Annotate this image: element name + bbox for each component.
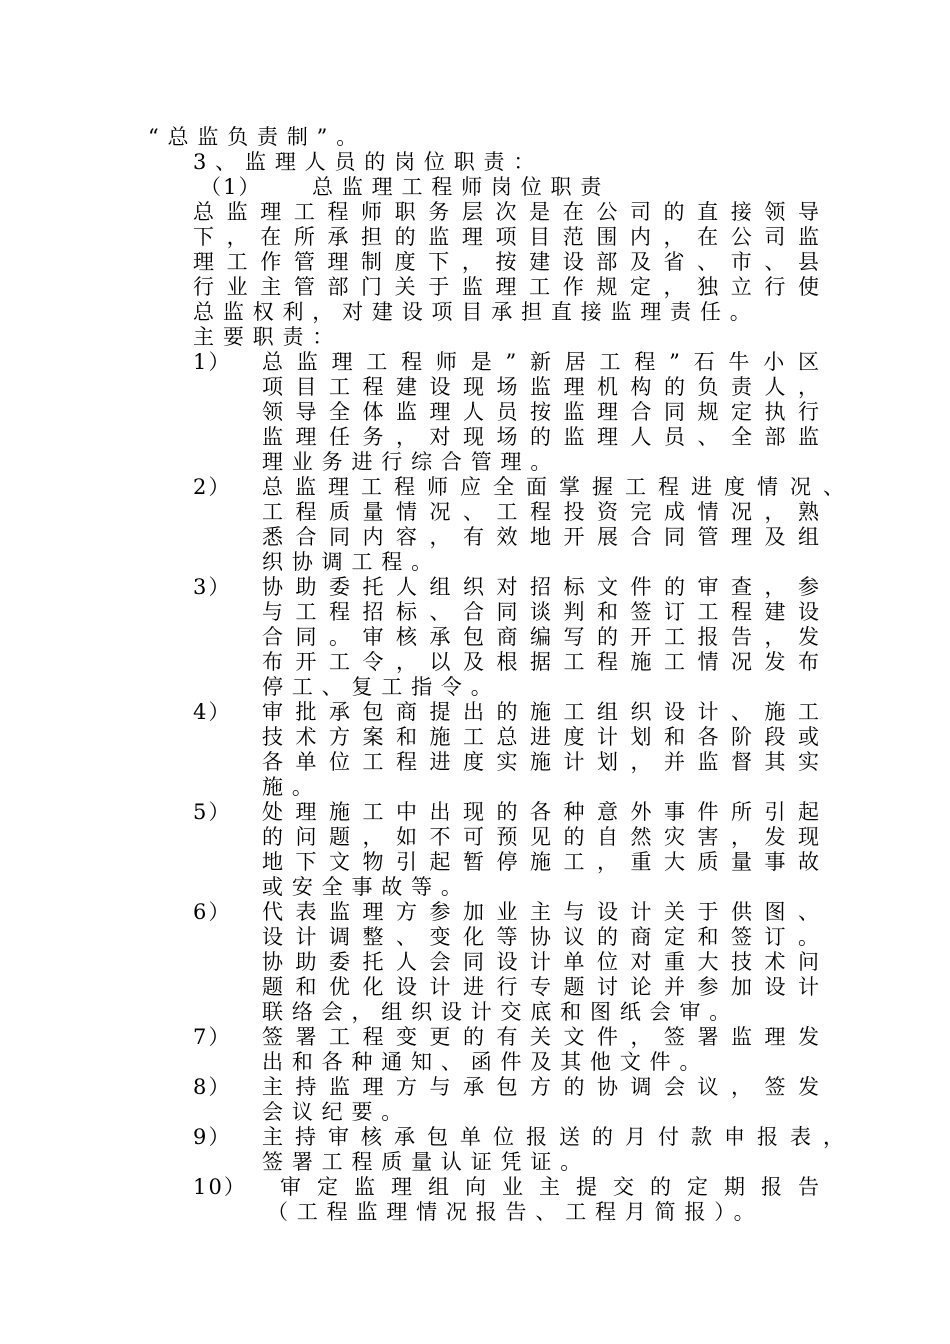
duty-number: 3） <box>193 575 232 599</box>
duty-line: 监理任务，对现场的监理人员、全部监 <box>262 425 819 449</box>
duty-number: 2） <box>193 475 232 499</box>
paragraph-line: 行业主管部门关于监理工作规定，独立行使 <box>193 275 819 299</box>
duty-line: 领导全体监理人员按监理合同规定执行 <box>262 400 819 424</box>
duty-line: 合同。审核承包商编写的开工报告，发 <box>262 625 819 649</box>
duty-line: 处理施工中出现的各种意外事件所引起 <box>262 800 819 824</box>
duty-line: 理业务进行综合管理。 <box>262 450 561 474</box>
duty-line: 签署工程质量认证凭证。 <box>262 1150 591 1174</box>
duty-line: 协助委托人会同设计单位对重大技术问 <box>262 950 819 974</box>
duty-line: 项目工程建设现场监理机构的负责人， <box>262 375 819 399</box>
duty-number: 9） <box>193 1125 232 1149</box>
duty-line: 联络会，组织设计交底和图纸会审。 <box>262 1000 740 1024</box>
paragraph-line: 理工作管理制度下，按建设部及省、市、县 <box>193 250 819 274</box>
duty-line: 织协调工程。 <box>262 550 441 574</box>
duties-heading: 主要职责： <box>193 325 343 349</box>
duty-line: 与工程招标、合同谈判和签订工程建设 <box>262 600 819 624</box>
intro-line: “总监负责制”。 <box>148 125 367 149</box>
duty-line: 签署工程变更的有关文件，签署监理发 <box>262 1025 819 1049</box>
duty-line: 施。 <box>262 775 322 799</box>
subsection-number: （1） <box>200 175 262 199</box>
paragraph-line: 总监理工程师职务层次是在公司的直接领导 <box>193 200 819 224</box>
duty-line: 代表监理方参加业主与设计关于供图、 <box>262 900 819 924</box>
duty-line: 审定监理组向业主提交的定期报告 <box>280 1175 819 1199</box>
duty-line: （工程监理情况报告、工程月简报）。 <box>267 1200 764 1224</box>
subsection-title: 总监理工程师岗位职责 <box>312 175 611 199</box>
duty-number: 10） <box>193 1175 248 1199</box>
duty-line: 总监理工程师应全面掌握工程进度情况、 <box>262 475 844 499</box>
section-heading: 3、监理人员的岗位职责： <box>193 150 544 174</box>
duty-line: 各单位工程进度实施计划，并监督其实 <box>262 750 819 774</box>
duty-line: 出和各种通知、函件及其他文件。 <box>262 1050 710 1074</box>
duty-number: 6） <box>193 900 232 924</box>
duty-number: 4） <box>193 700 232 724</box>
duty-line: 的问题，如不可预见的自然灾害，发现 <box>262 825 819 849</box>
duty-line: 设计调整、变化等协议的商定和签订。 <box>262 925 819 949</box>
duty-line: 协助委托人组织对招标文件的审查，参 <box>262 575 819 599</box>
duty-line: 总监理工程师是”新居工程”石牛小区 <box>262 350 819 374</box>
duty-line: 主持审核承包单位报送的月付款申报表， <box>262 1125 844 1149</box>
paragraph-line: 下，在所承担的监理项目范围内，在公司监 <box>193 225 819 249</box>
duty-number: 8） <box>193 1075 232 1099</box>
duty-number: 5） <box>193 800 232 824</box>
duty-number: 1） <box>193 350 232 374</box>
duty-line: 或安全事故等。 <box>262 875 471 899</box>
duty-line: 题和优化设计进行专题讨论并参加设计 <box>262 975 819 999</box>
duty-line: 停工、复工指令。 <box>262 675 501 699</box>
duty-line: 技术方案和施工总进度计划和各阶段或 <box>262 725 819 749</box>
paragraph-line: 总监权利，对建设项目承担直接监理责任。 <box>193 300 760 324</box>
duty-line: 布开工令，以及根据工程施工情况发布 <box>262 650 819 674</box>
duty-line: 地下文物引起暂停施工，重大质量事故 <box>262 850 819 874</box>
duty-line: 审批承包商提出的施工组织设计、施工 <box>262 700 819 724</box>
duty-line: 工程质量情况、工程投资完成情况，熟 <box>262 500 819 524</box>
duty-line: 悉合同内容，有效地开展合同管理及组 <box>262 525 819 549</box>
duty-line: 会议纪要。 <box>262 1100 412 1124</box>
duty-line: 主持监理方与承包方的协调会议，签发 <box>262 1075 819 1099</box>
duty-number: 7） <box>193 1025 232 1049</box>
